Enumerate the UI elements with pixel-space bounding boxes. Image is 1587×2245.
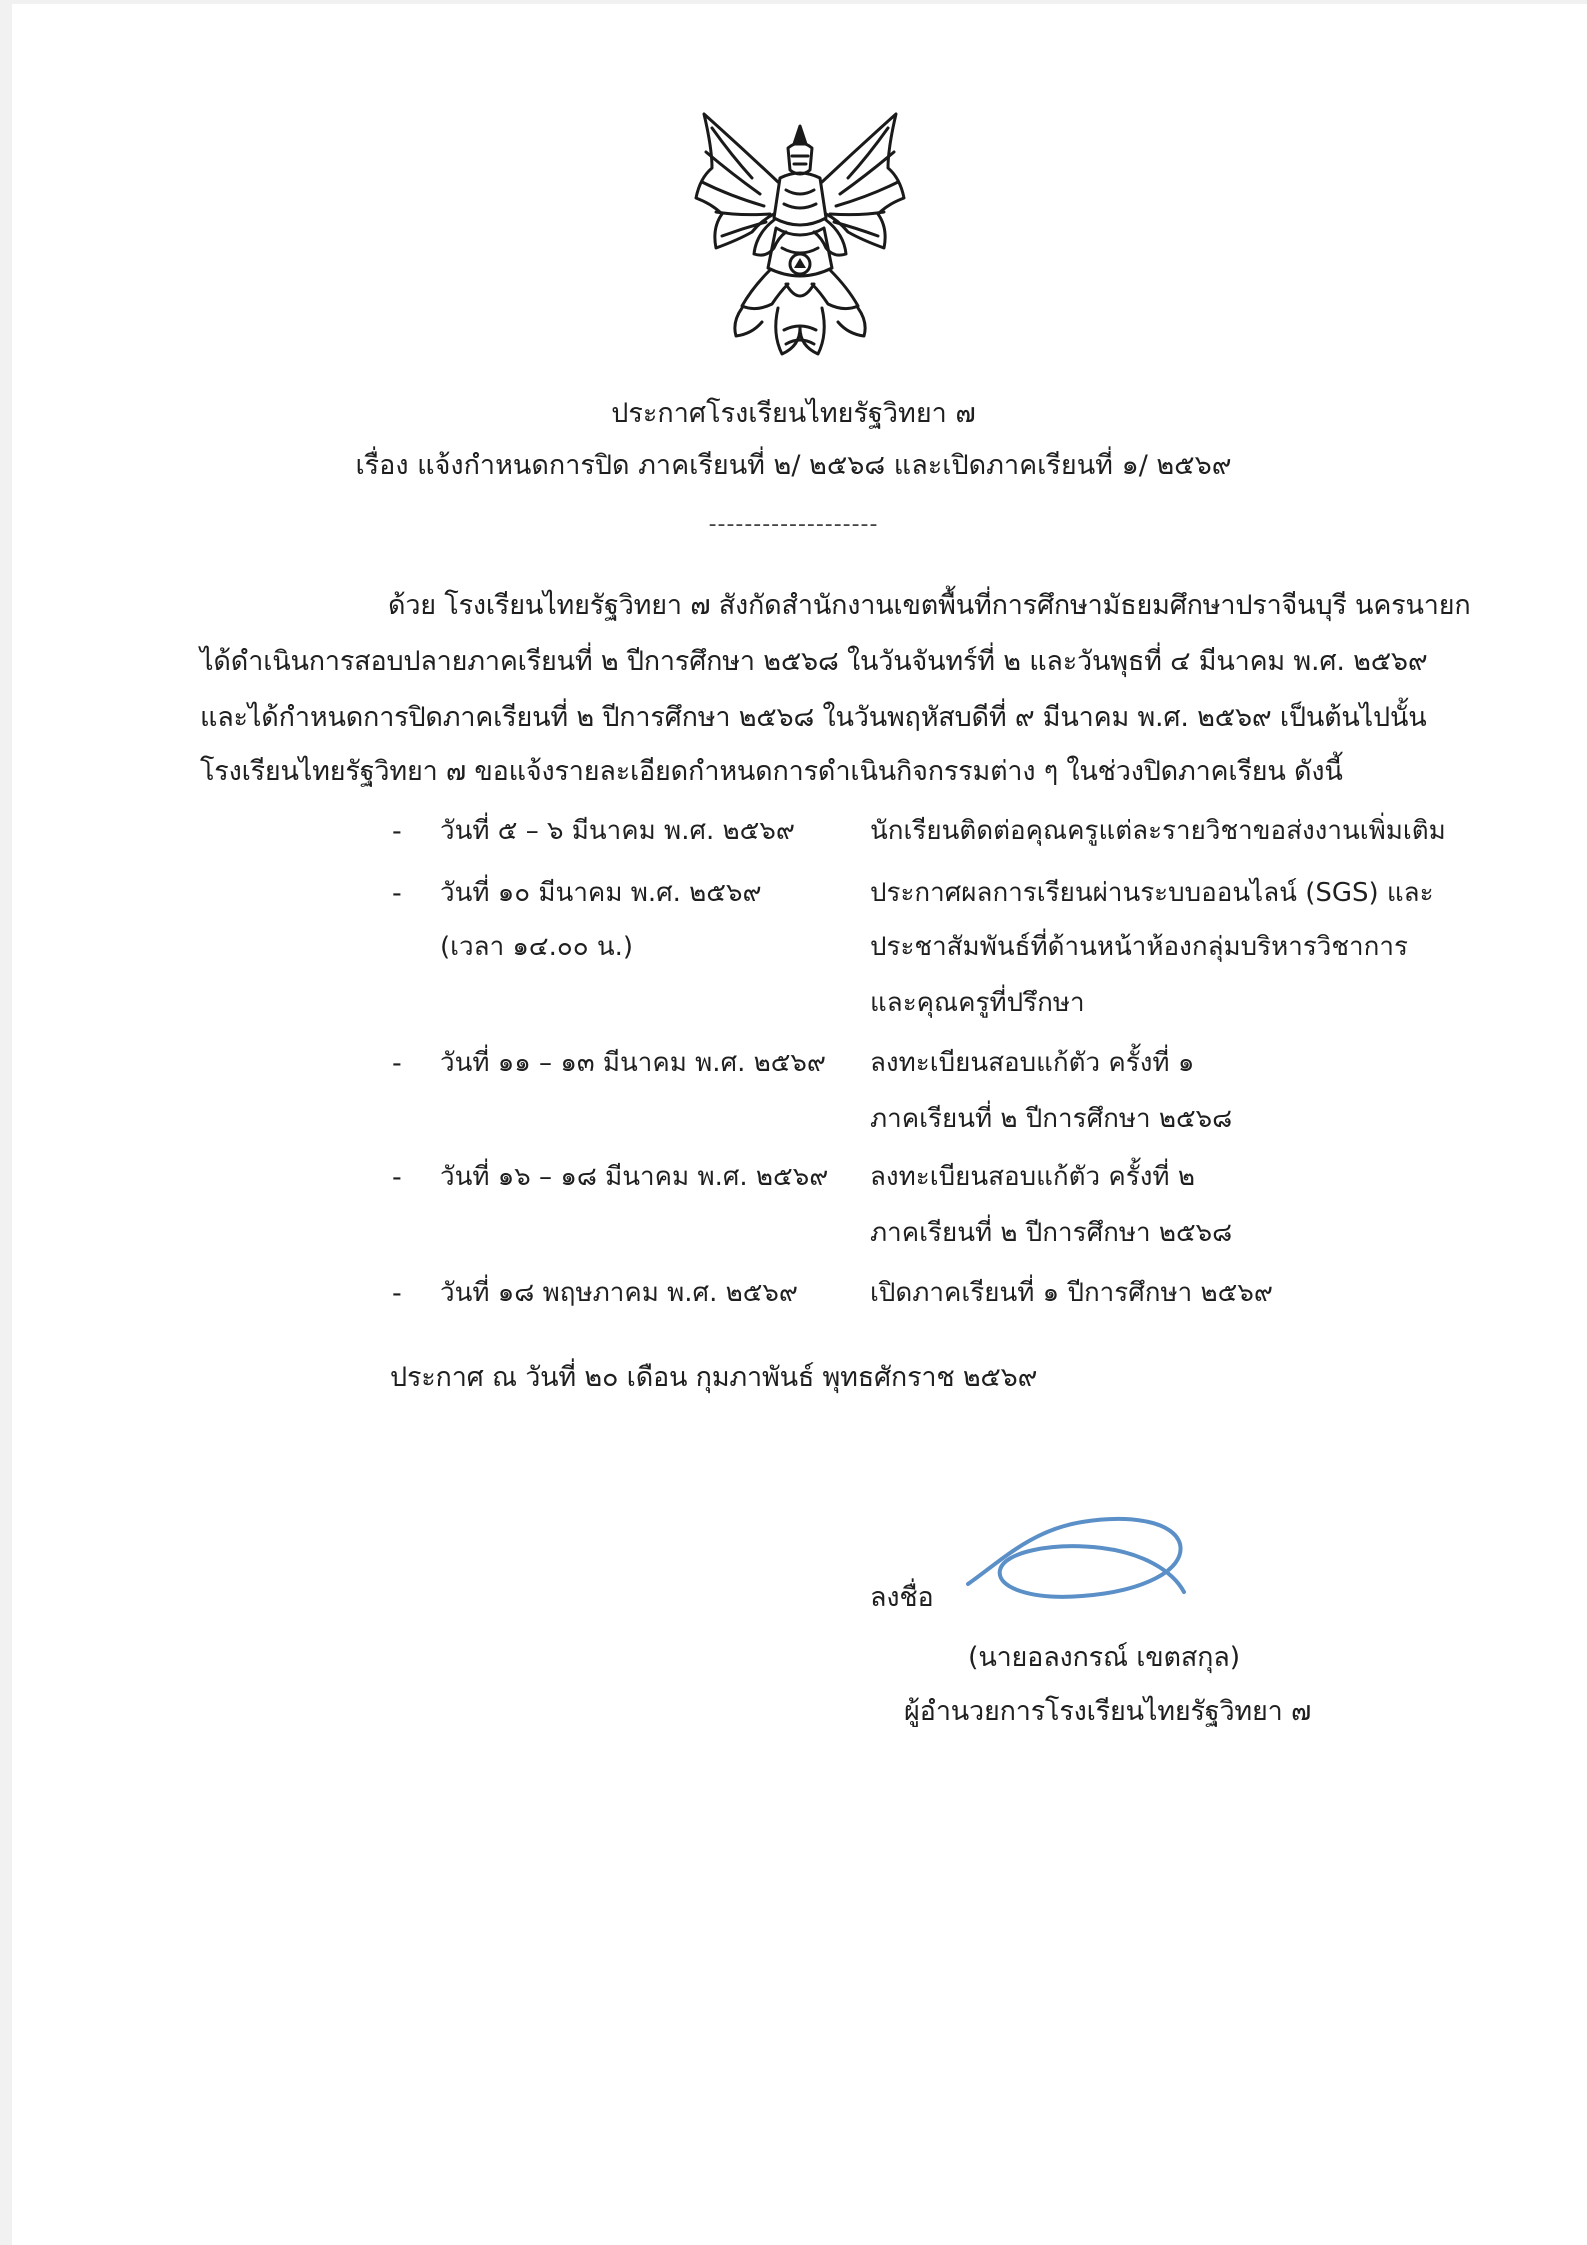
body-line-2: ได้ดำเนินการสอบปลายภาคเรียนที่ ๒ ปีการศึกษา ๒๕๖๘ ในวันจันทร์ที่ ๒ และวันพุธที่ ๔ มีนาคม พ.ศ. ๒๕๖๙ [200, 646, 1428, 677]
list-dash: - [392, 1048, 402, 1079]
schedule-activity: ลงทะเบียนสอบแก้ตัว ครั้งที่ ๒ [870, 1162, 1195, 1192]
list-dash: - [392, 878, 402, 909]
list-dash: - [392, 1162, 402, 1193]
schedule-activity: ประกาศผลการเรียนผ่านระบบออนไลน์ (SGS) และ [870, 878, 1434, 908]
schedule-date: วันที่ ๑๑ – ๑๓ มีนาคม พ.ศ. ๒๕๖๙ [440, 1048, 826, 1078]
schedule-activity: นักเรียนติดต่อคุณครูแต่ละรายวิชาขอส่งงานเพิ่มเติม [870, 816, 1446, 846]
body-line-1: ด้วย โรงเรียนไทยรัฐวิทยา ๗ สังกัดสำนักงานเขตพื้นที่การศึกษามัธยมศึกษาปราจีนบุรี นครนายก [388, 590, 1471, 621]
header-divider: ------------------- [708, 512, 879, 537]
schedule-date: วันที่ ๑๖ – ๑๘ มีนาคม พ.ศ. ๒๕๖๙ [440, 1162, 829, 1192]
list-dash: - [392, 816, 402, 847]
schedule-activity: ภาคเรียนที่ ๒ ปีการศึกษา ๒๕๖๘ [870, 1218, 1233, 1248]
schedule-activity: ลงทะเบียนสอบแก้ตัว ครั้งที่ ๑ [870, 1048, 1195, 1078]
announcement-subject: เรื่อง แจ้งกำหนดการปิด ภาคเรียนที่ ๒/ ๒๕๖๘ และเปิดภาคเรียนที่ ๑/ ๒๕๖๙ [355, 450, 1232, 481]
schedule-date: วันที่ ๕ – ๖ มีนาคม พ.ศ. ๒๕๖๙ [440, 816, 795, 846]
schedule-time: (เวลา ๑๔.๐๐ น.) [440, 932, 634, 962]
announced-date: ประกาศ ณ วันที่ ๒๐ เดือน กุมภาพันธ์ พุทธศักราช ๒๕๖๙ [390, 1362, 1038, 1393]
sign-label: ลงชื่อ [870, 1582, 934, 1613]
body-line-4: โรงเรียนไทยรัฐวิทยา ๗ ขอแจ้งรายละเอียดกำหนดการดำเนินกิจกรรมต่าง ๆ ในช่วงปิดภาคเรียน ดังนี้ [200, 756, 1343, 787]
signatory-name: (นายอลงกรณ์ เขตสกุล) [968, 1642, 1240, 1673]
schedule-date: วันที่ ๑๘ พฤษภาคม พ.ศ. ๒๕๖๙ [440, 1278, 798, 1308]
schedule-activity: ประชาสัมพันธ์ที่ด้านหน้าห้องกลุ่มบริหารวิชาการ [870, 932, 1408, 962]
garuda-emblem-icon [682, 108, 918, 366]
schedule-activity: เปิดภาคเรียนที่ ๑ ปีการศึกษา ๒๕๖๙ [870, 1278, 1273, 1308]
signature-icon [962, 1500, 1194, 1620]
list-dash: - [392, 1278, 402, 1309]
schedule-activity: และคุณครูที่ปรึกษา [870, 988, 1085, 1018]
body-line-3: และได้กำหนดการปิดภาคเรียนที่ ๒ ปีการศึกษา ๒๕๖๘ ในวันพฤหัสบดีที่ ๙ มีนาคม พ.ศ. ๒๕๖๙ เป็นต้นไปนั้น [200, 702, 1427, 733]
signatory-position: ผู้อำนวยการโรงเรียนไทยรัฐวิทยา ๗ [904, 1696, 1312, 1727]
announcement-heading: ประกาศโรงเรียนไทยรัฐวิทยา ๗ [611, 398, 976, 429]
schedule-date: วันที่ ๑๐ มีนาคม พ.ศ. ๒๕๖๙ [440, 878, 762, 908]
schedule-activity: ภาคเรียนที่ ๒ ปีการศึกษา ๒๕๖๘ [870, 1104, 1233, 1134]
